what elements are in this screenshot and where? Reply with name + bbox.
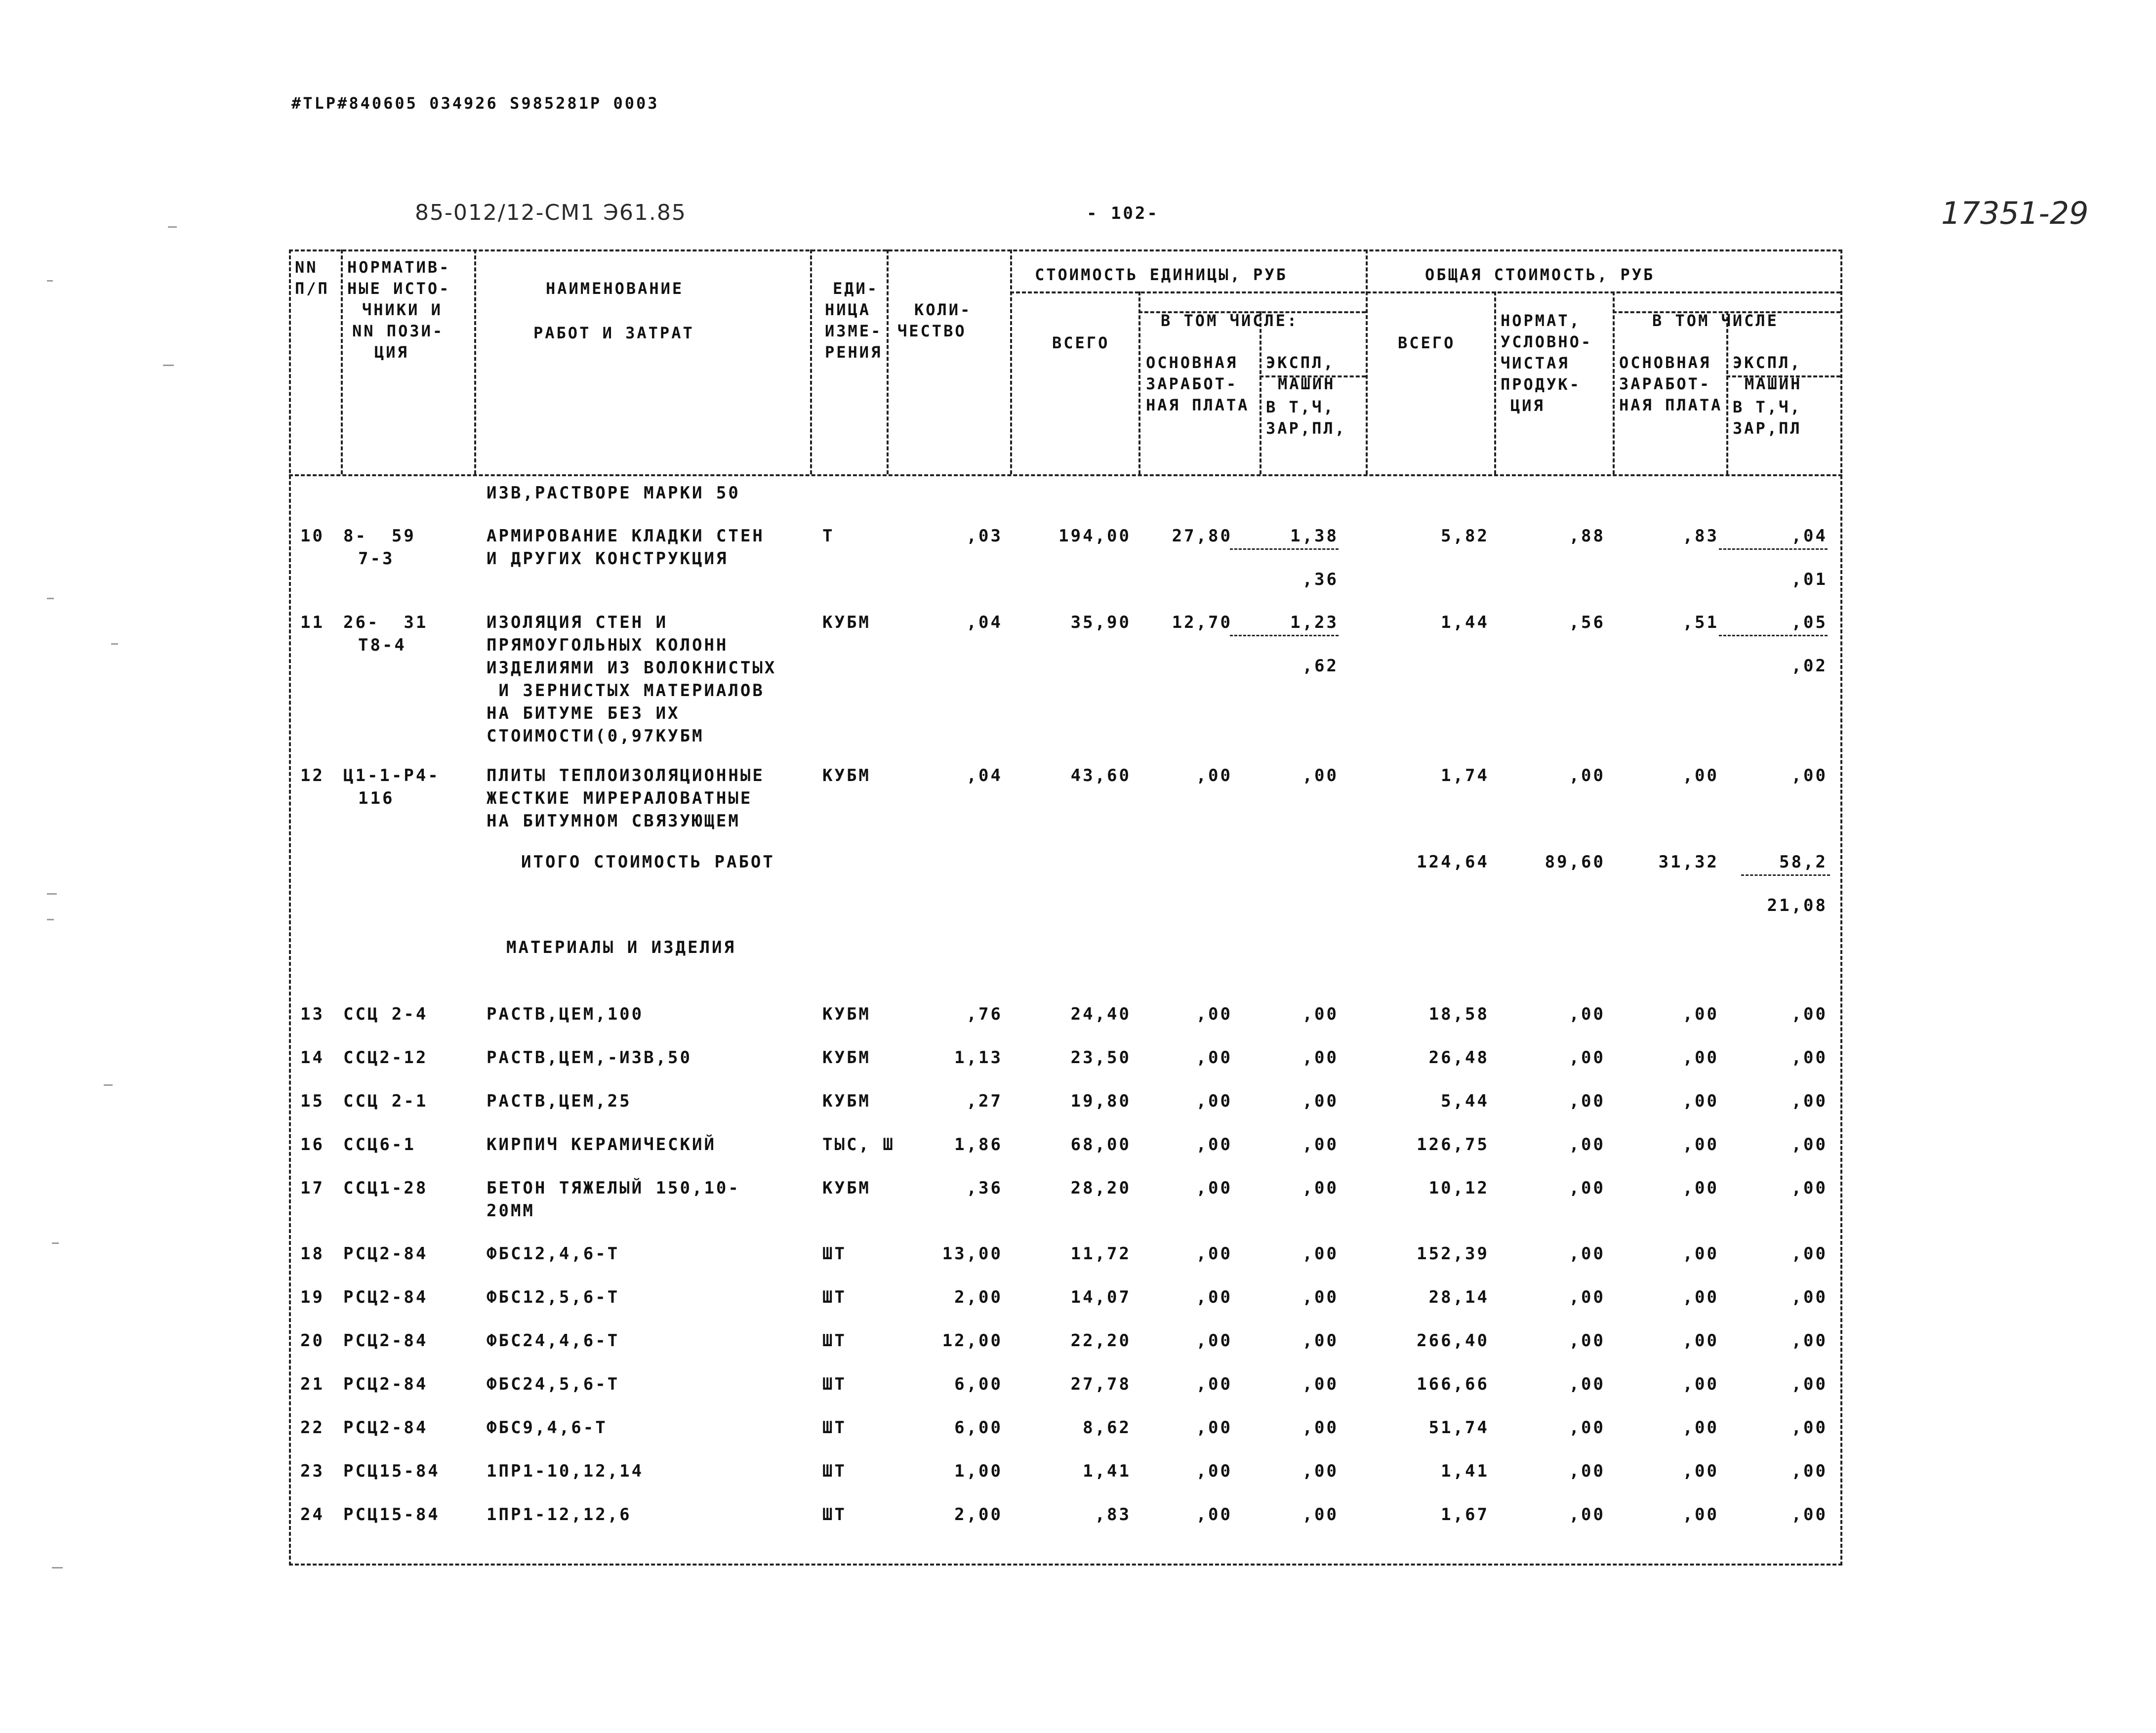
row-total-cost: 266,40 — [1417, 1331, 1489, 1351]
header-text: ЗАР,ПЛ — [1733, 419, 1802, 438]
header-text: НАЯ ПЛАТА — [1619, 396, 1723, 414]
row-unit-cost-total: 22,20 — [1070, 1331, 1131, 1351]
header-text: МАШИН — [1278, 374, 1336, 393]
row-name: КИРПИЧ КЕРАМИЧЕСКИЙ — [487, 1135, 716, 1155]
row-normative-net: ,00 — [1569, 1461, 1605, 1481]
row-total-wage: ,00 — [1682, 1418, 1719, 1438]
row-total-cost: 1,44 — [1441, 613, 1489, 632]
header-text: ЦИЯ — [374, 343, 409, 362]
row-normative-net: ,00 — [1569, 1091, 1605, 1111]
handwritten-doc-code: 85-012/12-СМ1 Э61.85 — [415, 200, 687, 225]
row-quantity: ,27 — [966, 1091, 1003, 1111]
scan-mark — [47, 919, 54, 920]
row-name: ЖЕСТКИЕ МИРЕРАЛОВАТНЫЕ — [487, 788, 753, 808]
header-total-cost-group: ОБЩАЯ СТОИМОСТЬ, РУБ — [1425, 265, 1655, 284]
row-normative-code: ССЦ1-28 — [343, 1178, 428, 1198]
row-unit-cost-machines: ,00 — [1302, 1004, 1339, 1024]
row-number: 17 — [300, 1178, 325, 1198]
header-text: NN — [295, 258, 318, 277]
row-normative-net: ,00 — [1569, 1418, 1605, 1438]
row-number: 12 — [300, 766, 325, 785]
row-unit-cost-wage: 27,80 — [1172, 526, 1232, 546]
row-unit-cost-machines: ,00 — [1302, 1287, 1339, 1307]
row-unit-cost-machines: ,00 — [1302, 766, 1339, 785]
row-total-cost: 166,66 — [1417, 1374, 1489, 1394]
row-total-cost: 1,41 — [1441, 1461, 1489, 1481]
row-unit-cost-machines: ,00 — [1302, 1178, 1339, 1198]
header-text: П/П — [295, 279, 329, 298]
header-text: ЕДИ- — [833, 279, 879, 298]
scan-mark — [47, 598, 54, 599]
row-number: 24 — [300, 1505, 325, 1525]
row-number: 10 — [300, 526, 325, 546]
row-normative-code: ССЦ 2-1 — [343, 1091, 428, 1111]
row-normative-net: ,00 — [1569, 1004, 1605, 1024]
row-total-machines: ,00 — [1791, 1091, 1828, 1111]
row-unit-cost-machines: ,00 — [1302, 1374, 1339, 1394]
row-name: РАСТВ,ЦЕМ,-ИЗВ,50 — [487, 1048, 692, 1068]
row-unit-cost-wage: ,00 — [1196, 1461, 1232, 1481]
row-name: И ЗЕРНИСТЫХ МАТЕРИАЛОВ — [487, 681, 765, 701]
row-unit-cost-total: 43,60 — [1070, 766, 1131, 785]
row-total-cost: 28,14 — [1428, 1287, 1489, 1307]
row-unit-cost-wage: ,00 — [1196, 1505, 1232, 1525]
row-unit-cost-total: 27,78 — [1070, 1374, 1131, 1394]
scan-mark — [47, 893, 57, 895]
header-text: НИЦА — [825, 300, 871, 319]
row-number: 16 — [300, 1135, 325, 1155]
row-normative-net: ,00 — [1569, 1244, 1605, 1264]
row-unit-cost-wage: ,00 — [1196, 1244, 1232, 1264]
row-total-wage: ,00 — [1682, 1461, 1719, 1481]
row-total-wage: ,00 — [1682, 766, 1719, 785]
header-v-tom-chisle-2: В ТОМ ЧИСЛЕ — [1652, 311, 1779, 330]
itogo-machines: 58,2 — [1779, 852, 1828, 872]
scan-mark — [52, 1567, 63, 1568]
header-text: ИЗМЕ- — [825, 322, 883, 340]
row-number: 21 — [300, 1374, 325, 1394]
row-quantity: 12,00 — [942, 1331, 1003, 1351]
header-text: NN ПОЗИ- — [352, 322, 445, 340]
row-unit: КУБМ — [822, 1048, 871, 1068]
row-total-wage: ,00 — [1682, 1091, 1719, 1111]
itogo-mach-wage: 21,08 — [1767, 896, 1828, 915]
row-name: СТОИМОСТИ(0,97КУБМ — [487, 726, 704, 746]
scan-mark — [47, 280, 53, 282]
row-name: 20ММ — [487, 1201, 535, 1221]
row-name: АРМИРОВАНИЕ КЛАДКИ СТЕН — [487, 526, 765, 546]
row-total-wage: ,00 — [1682, 1048, 1719, 1068]
header-text: НАЯ ПЛАТА — [1146, 396, 1250, 414]
row-number: 14 — [300, 1048, 325, 1068]
row-total-machines: ,00 — [1791, 1135, 1828, 1155]
row-name: ПЛИТЫ ТЕПЛОИЗОЛЯЦИОННЫЕ — [487, 766, 765, 785]
row-normative-code: РСЦ2-84 — [343, 1418, 428, 1438]
row-total-cost: 18,58 — [1428, 1004, 1489, 1024]
row-unit-cost-machines: ,00 — [1302, 1091, 1339, 1111]
row-normative-code: РСЦ2-84 — [343, 1374, 428, 1394]
row-quantity: 2,00 — [954, 1287, 1003, 1307]
row-normative-net: ,00 — [1569, 1505, 1605, 1525]
row-normative-net: ,00 — [1569, 1287, 1605, 1307]
row-unit-cost-machines: 1,23 — [1290, 613, 1339, 632]
row-total-machines: ,00 — [1791, 1374, 1828, 1394]
row-number: 15 — [300, 1091, 325, 1111]
row-total-machines: ,00 — [1791, 1418, 1828, 1438]
row-unit-cost-total: 11,72 — [1070, 1244, 1131, 1264]
row-total-wage: ,00 — [1682, 1374, 1719, 1394]
row-quantity: ,76 — [966, 1004, 1003, 1024]
row-name: 1ПР1-10,12,14 — [487, 1461, 644, 1481]
header-text: ЧНИКИ И — [362, 300, 443, 319]
row-name: РАСТВ,ЦЕМ,25 — [487, 1091, 632, 1111]
scan-mark — [163, 365, 174, 366]
row-total-wage: ,00 — [1682, 1287, 1719, 1307]
row-total-machines: ,00 — [1791, 1505, 1828, 1525]
row-unit-cost-total: 23,50 — [1070, 1048, 1131, 1068]
row-unit-cost-wage: ,00 — [1196, 766, 1232, 785]
row-unit: КУБМ — [822, 766, 871, 785]
row-name: 1ПР1-12,12,6 — [487, 1505, 632, 1525]
row-normative-code: РСЦ15-84 — [343, 1461, 440, 1481]
row-total-wage: ,00 — [1682, 1004, 1719, 1024]
row-unit: ТЫС, Ш — [822, 1135, 895, 1155]
itogo-label: ИТОГО СТОИМОСТЬ РАБОТ — [521, 852, 775, 872]
row-total-cost: 5,44 — [1441, 1091, 1489, 1111]
row-unit-cost-total: 8,62 — [1083, 1418, 1131, 1438]
row-name: ИЗОЛЯЦИЯ СТЕН И — [487, 613, 668, 632]
itogo-total: 124,64 — [1417, 852, 1489, 872]
row-quantity: ,04 — [966, 613, 1003, 632]
row-unit-cost-machines: ,00 — [1302, 1418, 1339, 1438]
row-total-cost: 1,67 — [1441, 1505, 1489, 1525]
header-text: ЗАРАБОТ- — [1619, 374, 1711, 393]
row-normative-net: ,00 — [1569, 1374, 1605, 1394]
row-total-machines: ,00 — [1791, 1244, 1828, 1264]
row-total-machines: ,04 — [1791, 526, 1828, 546]
header-vsego-2: ВСЕГО — [1398, 333, 1456, 352]
row-total-mach-wage: ,02 — [1791, 656, 1828, 676]
row-unit-cost-machines: ,00 — [1302, 1135, 1339, 1155]
row-total-cost: 51,74 — [1428, 1418, 1489, 1438]
row-unit-cost-total: 194,00 — [1058, 526, 1131, 546]
row-unit-cost-wage: ,00 — [1196, 1135, 1232, 1155]
row-unit-cost-total: 1,41 — [1083, 1461, 1131, 1481]
row-unit-cost-machines: ,00 — [1302, 1461, 1339, 1481]
row-normative-code: 116 — [358, 788, 395, 808]
row-total-cost: 126,75 — [1417, 1135, 1489, 1155]
header-text: В Т,Ч, — [1266, 398, 1335, 416]
page-number: - 102- — [1087, 204, 1159, 223]
row-name: ФБС9,4,6-Т — [487, 1418, 608, 1438]
row-unit-cost-wage: ,00 — [1196, 1331, 1232, 1351]
row-total-machines: ,00 — [1791, 1461, 1828, 1481]
row-number: 13 — [300, 1004, 325, 1024]
row-name: ФБС12,5,6-Т — [487, 1287, 620, 1307]
row-quantity: 13,00 — [942, 1244, 1003, 1264]
row-unit-cost-machines: ,00 — [1302, 1048, 1339, 1068]
header-text: ЭКСПЛ, — [1733, 353, 1802, 372]
header-vsego: ВСЕГО — [1052, 333, 1110, 352]
header-text: НОРМАТ, — [1501, 311, 1581, 330]
row-quantity: 1,13 — [954, 1048, 1003, 1068]
row-name: ИЗДЕЛИЯМИ ИЗ ВОЛОКНИСТЫХ — [487, 658, 777, 678]
row-normative-code: РСЦ2-84 — [343, 1287, 428, 1307]
header-text: ЭКСПЛ, — [1266, 353, 1335, 372]
row-unit: КУБМ — [822, 1178, 871, 1198]
header-unit-cost-group: СТОИМОСТЬ ЕДИНИЦЫ, РУБ — [1035, 265, 1288, 284]
header-text: РЕНИЯ — [825, 343, 883, 362]
header-text: ЗАР,ПЛ, — [1266, 419, 1346, 438]
row-total-cost: 26,48 — [1428, 1048, 1489, 1068]
row-name: ФБС24,4,6-Т — [487, 1331, 620, 1351]
header-text: КОЛИ- — [914, 300, 972, 319]
row-normative-net: ,56 — [1569, 613, 1605, 632]
row-total-wage: ,00 — [1682, 1505, 1719, 1525]
row-total-machines: ,00 — [1791, 1004, 1828, 1024]
row-total-cost: 10,12 — [1428, 1178, 1489, 1198]
itogo-wage: 31,32 — [1658, 852, 1719, 872]
scan-mark — [168, 226, 177, 228]
row-name: ПРЯМОУГОЛЬНЫХ КОЛОНН — [487, 635, 729, 655]
row-name: ФБС12,4,6-Т — [487, 1244, 620, 1264]
row-quantity: 2,00 — [954, 1505, 1003, 1525]
row-normative-net: ,00 — [1569, 1135, 1605, 1155]
row-quantity: 1,00 — [954, 1461, 1003, 1481]
row-unit: ШТ — [822, 1461, 847, 1481]
row-total-cost: 5,82 — [1441, 526, 1489, 546]
row-unit-cost-machines: ,00 — [1302, 1331, 1339, 1351]
row-unit-cost-wage: ,00 — [1196, 1374, 1232, 1394]
row-name: НА БИТУМЕ БЕЗ ИХ — [487, 703, 680, 723]
row-unit-cost-total: 35,90 — [1070, 613, 1131, 632]
row-total-machines: ,00 — [1791, 766, 1828, 785]
row-normative-code: ССЦ2-12 — [343, 1048, 428, 1068]
row-normative-code: Ц1-1-Р4- — [343, 766, 440, 785]
scan-mark — [111, 643, 118, 645]
row-total-machines: ,00 — [1791, 1178, 1828, 1198]
handwritten-margin-number: 17351-29 — [1941, 195, 2089, 231]
header-text: УСЛОВНО- — [1501, 332, 1593, 351]
row-normative-code: 26- 31 — [343, 613, 428, 632]
row-unit: КУБМ — [822, 613, 871, 632]
row-total-cost: 152,39 — [1417, 1244, 1489, 1264]
row-total-machines: ,00 — [1791, 1287, 1828, 1307]
row-unit-cost-wage: ,00 — [1196, 1287, 1232, 1307]
row-number: 19 — [300, 1287, 325, 1307]
row-name: РАСТВ,ЦЕМ,100 — [487, 1004, 644, 1024]
row-number: 20 — [300, 1331, 325, 1351]
print-id: #TLP#840605 034926 S985281P 0003 — [291, 94, 659, 113]
row-normative-net: ,00 — [1569, 1331, 1605, 1351]
header-text: ПРОДУК- — [1501, 375, 1581, 394]
row-quantity: 1,86 — [954, 1135, 1003, 1155]
row-quantity: ,04 — [966, 766, 1003, 785]
row-unit: ШТ — [822, 1244, 847, 1264]
row-unit: КУБМ — [822, 1091, 871, 1111]
row-total-wage: ,00 — [1682, 1135, 1719, 1155]
header-name: НАИМЕНОВАНИЕ — [546, 279, 684, 298]
row-unit-cost-wage: ,00 — [1196, 1178, 1232, 1198]
row-unit-cost-wage: ,00 — [1196, 1048, 1232, 1068]
row-unit-cost-total: 68,00 — [1070, 1135, 1131, 1155]
row-normative-net: ,00 — [1569, 766, 1605, 785]
row-name: ФБС24,5,6-Т — [487, 1374, 620, 1394]
row-number: 11 — [300, 613, 325, 632]
row-normative-code: ССЦ 2-4 — [343, 1004, 428, 1024]
row-normative-code: 7-3 — [358, 549, 395, 569]
row-unit-cost-total: 14,07 — [1070, 1287, 1131, 1307]
row-unit: ШТ — [822, 1418, 847, 1438]
row-number: 18 — [300, 1244, 325, 1264]
header-text: НОРМАТИВ- — [347, 258, 451, 277]
row-unit-cost-total: 24,40 — [1070, 1004, 1131, 1024]
header-text: НЫЕ ИСТО- — [347, 279, 451, 298]
row-name: БЕТОН ТЯЖЕЛЫЙ 150,10- — [487, 1178, 740, 1198]
row-name: НА БИТУМНОМ СВЯЗУЮЩЕМ — [487, 811, 740, 831]
row-normative-code: 8- 59 — [343, 526, 416, 546]
row-total-wage: ,83 — [1682, 526, 1719, 546]
row-total-mach-wage: ,01 — [1791, 570, 1828, 589]
row-normative-code: РСЦ2-84 — [343, 1331, 428, 1351]
row-unit-cost-machines: 1,38 — [1290, 526, 1339, 546]
scan-mark — [52, 1242, 59, 1244]
header-text: В Т,Ч, — [1733, 398, 1802, 416]
itogo-normat: 89,60 — [1545, 852, 1605, 872]
row-total-wage: ,51 — [1682, 613, 1719, 632]
header-text: ЧЕСТВО — [897, 322, 967, 340]
row-normative-code: ССЦ6-1 — [343, 1135, 416, 1155]
materials-section-label: МАТЕРИАЛЫ И ИЗДЕЛИЯ — [506, 938, 736, 957]
row-unit-mach-wage: ,36 — [1302, 570, 1339, 589]
row-unit: ШТ — [822, 1505, 847, 1525]
row-unit-cost-total: ,83 — [1095, 1505, 1131, 1525]
row-quantity: 6,00 — [954, 1418, 1003, 1438]
row-name: И ДРУГИХ КОНСТРУКЦИЯ — [487, 549, 729, 569]
row-unit-cost-wage: 12,70 — [1172, 613, 1232, 632]
row-unit: ШТ — [822, 1287, 847, 1307]
row-number: 23 — [300, 1461, 325, 1481]
carry-over-text: ИЗВ,РАСТВОРЕ МАРКИ 50 — [487, 483, 740, 503]
row-unit: ШТ — [822, 1374, 847, 1394]
row-total-machines: ,00 — [1791, 1048, 1828, 1068]
row-quantity: ,03 — [966, 526, 1003, 546]
row-normative-code: РСЦ2-84 — [343, 1244, 428, 1264]
row-total-wage: ,00 — [1682, 1244, 1719, 1264]
header-text: ЧИСТАЯ — [1501, 354, 1570, 372]
row-quantity: 6,00 — [954, 1374, 1003, 1394]
row-total-wage: ,00 — [1682, 1331, 1719, 1351]
scan-mark — [104, 1084, 113, 1086]
row-quantity: ,36 — [966, 1178, 1003, 1198]
header-name-2: РАБОТ И ЗАТРАТ — [533, 324, 694, 342]
row-unit: Т — [822, 526, 835, 546]
row-unit-cost-wage: ,00 — [1196, 1091, 1232, 1111]
row-normative-net: ,88 — [1569, 526, 1605, 546]
header-v-tom-chisle: В ТОМ ЧИСЛЕ: — [1161, 311, 1299, 330]
header-text: ЗАРАБОТ- — [1146, 374, 1238, 393]
row-unit: ШТ — [822, 1331, 847, 1351]
row-normative-net: ,00 — [1569, 1048, 1605, 1068]
row-unit: КУБМ — [822, 1004, 871, 1024]
row-unit-cost-total: 28,20 — [1070, 1178, 1131, 1198]
row-unit-cost-machines: ,00 — [1302, 1244, 1339, 1264]
row-unit-cost-machines: ,00 — [1302, 1505, 1339, 1525]
row-unit-cost-wage: ,00 — [1196, 1418, 1232, 1438]
row-total-machines: ,00 — [1791, 1331, 1828, 1351]
header-text: ОСНОВНАЯ — [1146, 353, 1238, 372]
row-unit-mach-wage: ,62 — [1302, 656, 1339, 676]
row-number: 22 — [300, 1418, 325, 1438]
header-text: МАШИН — [1745, 374, 1802, 393]
header-text: ОСНОВНАЯ — [1619, 353, 1711, 372]
row-normative-code: Т8-4 — [358, 635, 407, 655]
row-unit-cost-total: 19,80 — [1070, 1091, 1131, 1111]
row-unit-cost-wage: ,00 — [1196, 1004, 1232, 1024]
header-text: ЦИЯ — [1510, 396, 1545, 415]
row-total-cost: 1,74 — [1441, 766, 1489, 785]
row-normative-net: ,00 — [1569, 1178, 1605, 1198]
row-total-wage: ,00 — [1682, 1178, 1719, 1198]
row-normative-code: РСЦ15-84 — [343, 1505, 440, 1525]
row-total-machines: ,05 — [1791, 613, 1828, 632]
